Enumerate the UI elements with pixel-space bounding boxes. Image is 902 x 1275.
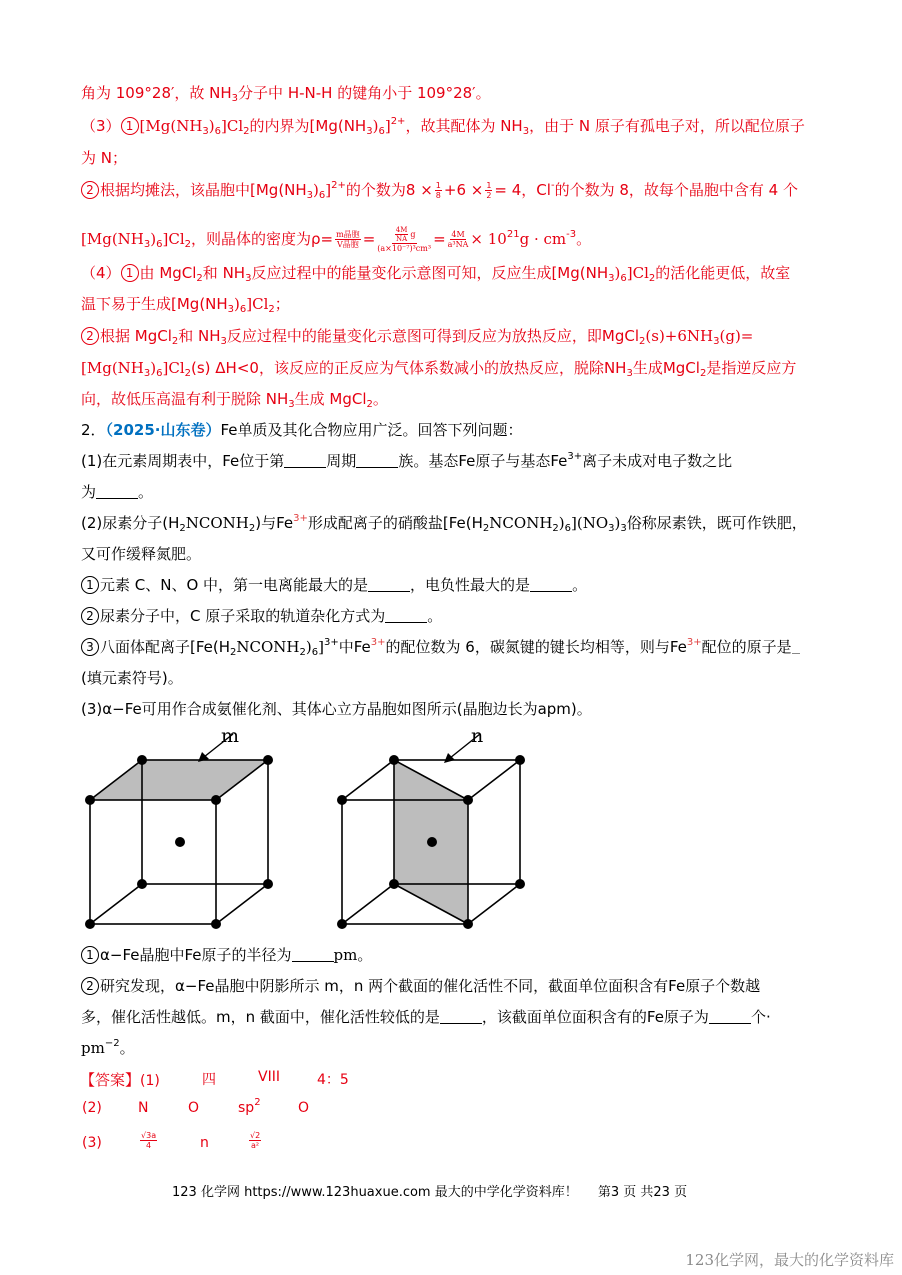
question-part2-cont: 又可作缓释氮肥。 — [81, 545, 202, 563]
solution-part4-2: 2 根据 MgCl$_2$和 $NH_3$反应过程中的能量变化示意图可得到反应为放热反应，即$MgCl_2(s)+6NH_3(g)=$ — [81, 326, 753, 346]
fraction-mass-volume: $\frac{\text{m晶胞}}{\text{V晶胞}}$ — [336, 230, 360, 249]
body-center-atom — [175, 837, 185, 847]
circled-number: 1 — [121, 117, 139, 135]
body-center-atom — [427, 837, 437, 847]
answer-blank[interactable] — [440, 1009, 482, 1024]
answer-blank[interactable] — [792, 639, 800, 654]
solution-part4-2-line3: 向，故低压高温有利于脱除 $NH_3$生成 MgCl$_2$。 — [81, 390, 388, 410]
question-part2-3: 3 八面体配离子$[Fe(H_2NCONH_2)_6]^{3+}$中$Fe^{3+}$的配位数为 6，碳氮键的键长均相等，则与$Fe^{3+}$配位的原子是 — [81, 637, 800, 657]
answer-blank[interactable] — [356, 453, 398, 468]
answer-blank[interactable] — [368, 577, 410, 592]
solution-part4-2-line2: $[Mg(NH_3)_6]Cl_2(s)$ ΔH<0，该反应的正反应为气体系数减小的放热反应，脱除$NH_3$生成MgCl$_2$是指逆反应方 — [81, 359, 797, 379]
question-part3-2: 2 研究发现，α−Fe晶胞中阴影所示 m，n 两个截面的催化活性不同，截面单位面积含有Fe原子个数越 — [81, 976, 760, 996]
question-header — [81, 420, 523, 440]
answer-fraction-density: $\frac{√2}{\text{a²}}$ — [250, 1131, 261, 1150]
circled-number: 1 — [81, 576, 99, 594]
solution-line-1: 角为 109°28′，故 $NH_3$分子中 H-N-H 的键角小于 109°28′。 — [81, 84, 491, 104]
question-number: 2． — [81, 421, 106, 439]
circled-number: 2 — [81, 181, 99, 199]
question-part3-1: 1 α−Fe晶胞中Fe原子的半径为 pm。 — [81, 945, 372, 965]
bcc-unit-cell-figure — [78, 722, 484, 932]
solution-part3-1: （3） 1 $[Mg(NH_3)_6]Cl_2$的内界为$[Mg(NH_3)_6]^{2+}$，故其配体为 $NH_3$，由于 N 原子有孤电子对，所以配位原子 — [81, 116, 805, 137]
footer-site-text: 123 化学网 https://www.123huaxue.com 最大的中学化学资料库！ — [172, 1185, 578, 1200]
cube-n — [337, 725, 525, 929]
answer-row-3: (3) $\frac{√3a}{4}$ n $\frac{√2}{\text{a²}}$ — [82, 1131, 261, 1151]
solution-part4-1: （4） 1 由 MgCl$_2$和 $NH_3$反应过程中的能量变化示意图可知，反应生成$[Mg(NH_3)_6]Cl_2$的活化能更低，故室 — [81, 264, 791, 284]
question-part2-2: 2 尿素分子中，C 原子采取的轨道杂化方式为 。 — [81, 606, 442, 626]
circled-number: 2 — [81, 977, 99, 995]
solution-part3-2: 2 根据均摊法，该晶胞中$[Mg(NH_3)_6]^{2+}$的个数为8 × $\frac{1}{8}$ +6 × $\frac{1}{2}$ = 4，Cl-的个数为 8，故每个晶胞中含有 4 个 — [81, 180, 798, 200]
circled-number: 2 — [81, 327, 99, 345]
answer-blank[interactable] — [96, 484, 138, 499]
solution-part3-2-density: $[Mg(NH_3)_6]Cl_2$，则晶体的密度为ρ= $\frac{\text{m晶胞}}{\text{V晶胞}}$ = $\frac{4M}{NA}$ g (a×10⁻⁷)³cm³ = $\frac{4M}{\text{a³NA}}$ × $10^{21}g \cdot cm^{-3}$。 — [81, 226, 592, 253]
circled-number: 2 — [81, 607, 99, 625]
label-m: m — [221, 725, 240, 747]
circled-number: 1 — [81, 946, 99, 964]
solution-part4-1-cont: 温下易于生成$[Mg(NH_3)_6]Cl_2$； — [81, 295, 290, 315]
question-part3-2-line3: $pm^{-2}$。 — [81, 1038, 135, 1057]
circled-number: 1 — [121, 264, 139, 282]
question-stem: Fe单质及其化合物应用广泛。回答下列问题： — [220, 421, 523, 439]
answer-fraction-radius: $\frac{√3a}{4}$ — [141, 1131, 157, 1150]
question-part1: (1)在元素周期表中，Fe位于第 周期 族。基态Fe原子与基态$Fe^{3+}$离子未成对电子数之比 — [81, 451, 733, 470]
question-part2-1: 1 元素 C、N、O 中，第一电离能最大的是 ，电负性最大的是 。 — [81, 575, 587, 595]
footer-page-number: 第3 页 共23 页 — [597, 1185, 688, 1200]
answer-row-2: (2) N O $sp^2$ O — [82, 1097, 310, 1116]
cube-m — [85, 725, 273, 929]
watermark: 123化学网，最大的化学资料库 — [685, 1251, 894, 1269]
fraction-one-eighth: $\frac{1}{8}$ — [435, 181, 441, 200]
answer-blank[interactable] — [284, 453, 326, 468]
answer-row-1: 【答案】(1) 四 VIII 4：5 — [80, 1069, 349, 1089]
answer-blank[interactable] — [385, 608, 427, 623]
page-footer — [172, 1181, 687, 1200]
question-part2-3-cont: (填元素符号)。 — [81, 669, 183, 687]
solution-part3-1-cont: 为 N； — [81, 149, 127, 167]
answer-label: 【答案】 — [80, 1071, 141, 1089]
answer-blank[interactable] — [530, 577, 572, 592]
answer-blank[interactable] — [292, 947, 334, 962]
fraction-one-half: $\frac{1}{2}$ — [486, 181, 492, 200]
question-part2: (2)尿素分子$(H_2NCONH_2)$与$Fe^{3+}$形成配离子的硝酸盐$[Fe(H_2NCONH_2)_6](NO_3)_3$俗称尿素铁，既可作铁肥， — [81, 513, 807, 534]
circled-number: 3 — [81, 638, 99, 656]
fraction-4M: $\frac{4M}{\text{a³NA}}$ — [447, 230, 469, 249]
question-part3: (3)α−Fe可用作合成氨催化剂、其体心立方晶胞如图所示(晶胞边长为apm)。 — [81, 700, 592, 718]
question-part1-cont: 为 。 — [81, 483, 154, 501]
answer-blank[interactable] — [709, 1009, 751, 1024]
question-part3-2-line2: 多，催化活性越低。m，n 截面中，催化活性较低的是 ，该截面单位面积含有的Fe原子为 个· — [81, 1008, 771, 1026]
question-source: （2025·山东卷） — [105, 421, 221, 439]
label-n: n — [471, 725, 484, 747]
fraction-density-expression: $\frac{4M}{NA}$ g (a×10⁻⁷)³cm³ — [377, 226, 432, 253]
